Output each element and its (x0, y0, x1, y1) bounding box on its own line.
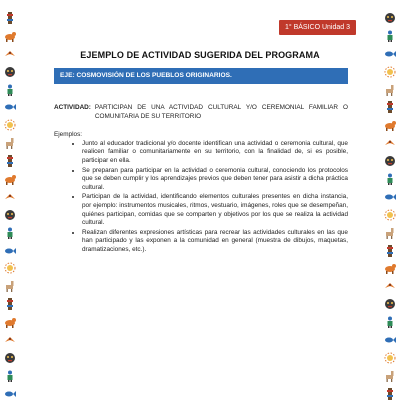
activity-text: PARTICIPAN DE UNA ACTIVIDAD CULTURAL Y/O CEREMONIAL FAMILIAR O COMUNITARIA DE SU TERRITORIO (94, 104, 348, 120)
totem-icon (4, 155, 16, 167)
bird-icon (4, 334, 16, 346)
mask-icon (384, 155, 396, 167)
activity-content (54, 104, 348, 256)
totem-icon (4, 298, 16, 310)
fish-icon (4, 388, 16, 400)
axis-banner: EJE: COSMOVISIÓN DE LOS PUEBLOS ORIGINARIOS. (54, 68, 348, 84)
left-decorative-border (2, 12, 18, 400)
list-item: • Junto al educador tradicional y/o docente identifican una actividad o ceremonia cultural, que realicen familiar o comunitariamente en su territorio, con la finalidad de, si es posible, participar en ella. (82, 140, 348, 166)
sun-icon (4, 262, 16, 274)
figure-icon (4, 227, 16, 239)
examples-label: Ejemplos: (54, 131, 83, 139)
page-title: EJEMPLO DE ACTIVIDAD SUGERIDA DEL PROGRAMA (80, 50, 320, 60)
list-item: • Participan de la actividad, identificando elementos culturales presentes en dicha instancia, por ejemplo: instrumentos musicales, ritmos, vestuario, imágenes, roles que se desempeñan, quiénes participan, comidas que se comparten y objetivos por los que se realiza la actividad cultural. (82, 193, 348, 227)
mask-icon (384, 12, 396, 24)
llama-icon (384, 370, 396, 382)
totem-icon (384, 101, 396, 113)
totem-icon (384, 245, 396, 257)
list-item: • Se preparan para participar en la actividad o ceremonia cultural, conociendo los protocolos que se deben cumplir y los aprendizajes previos que deben tener para asistir a dicha práctica cultural. (82, 167, 348, 193)
llama-icon (384, 227, 396, 239)
sun-icon (384, 352, 396, 364)
sun-icon (384, 66, 396, 78)
animal-icon (4, 173, 16, 185)
unit-tab: 1° BÁSICO Unidad 3 (279, 20, 356, 35)
animal-icon (4, 30, 16, 42)
bird-icon (4, 191, 16, 203)
fish-icon (4, 101, 16, 113)
mask-icon (4, 66, 16, 78)
animal-icon (4, 316, 16, 328)
totem-icon (4, 12, 16, 24)
examples-list (54, 140, 348, 255)
animal-icon (384, 119, 396, 131)
list-item: • Realizan diferentes expresiones artísticas para recrear las actividades culturales en las que han participado y las exponen a la comunidad en general (muestra de dibujos, maquetas, dramatizaciones, etc.). (82, 229, 348, 255)
fish-icon (384, 191, 396, 203)
sun-icon (384, 209, 396, 221)
figure-icon (384, 173, 396, 185)
mask-icon (4, 209, 16, 221)
mask-icon (384, 298, 396, 310)
totem-icon (384, 388, 396, 400)
llama-icon (384, 84, 396, 96)
llama-icon (4, 280, 16, 292)
activity-heading (54, 104, 348, 121)
right-decorative-border (382, 12, 398, 400)
bird-icon (384, 137, 396, 149)
figure-icon (4, 370, 16, 382)
animal-icon (384, 262, 396, 274)
mask-icon (4, 352, 16, 364)
fish-icon (384, 334, 396, 346)
sun-icon (4, 119, 16, 131)
figure-icon (384, 30, 396, 42)
figure-icon (4, 84, 16, 96)
fish-icon (4, 245, 16, 257)
figure-icon (384, 316, 396, 328)
bird-icon (384, 280, 396, 292)
llama-icon (4, 137, 16, 149)
activity-label: ACTIVIDAD: (54, 104, 91, 111)
